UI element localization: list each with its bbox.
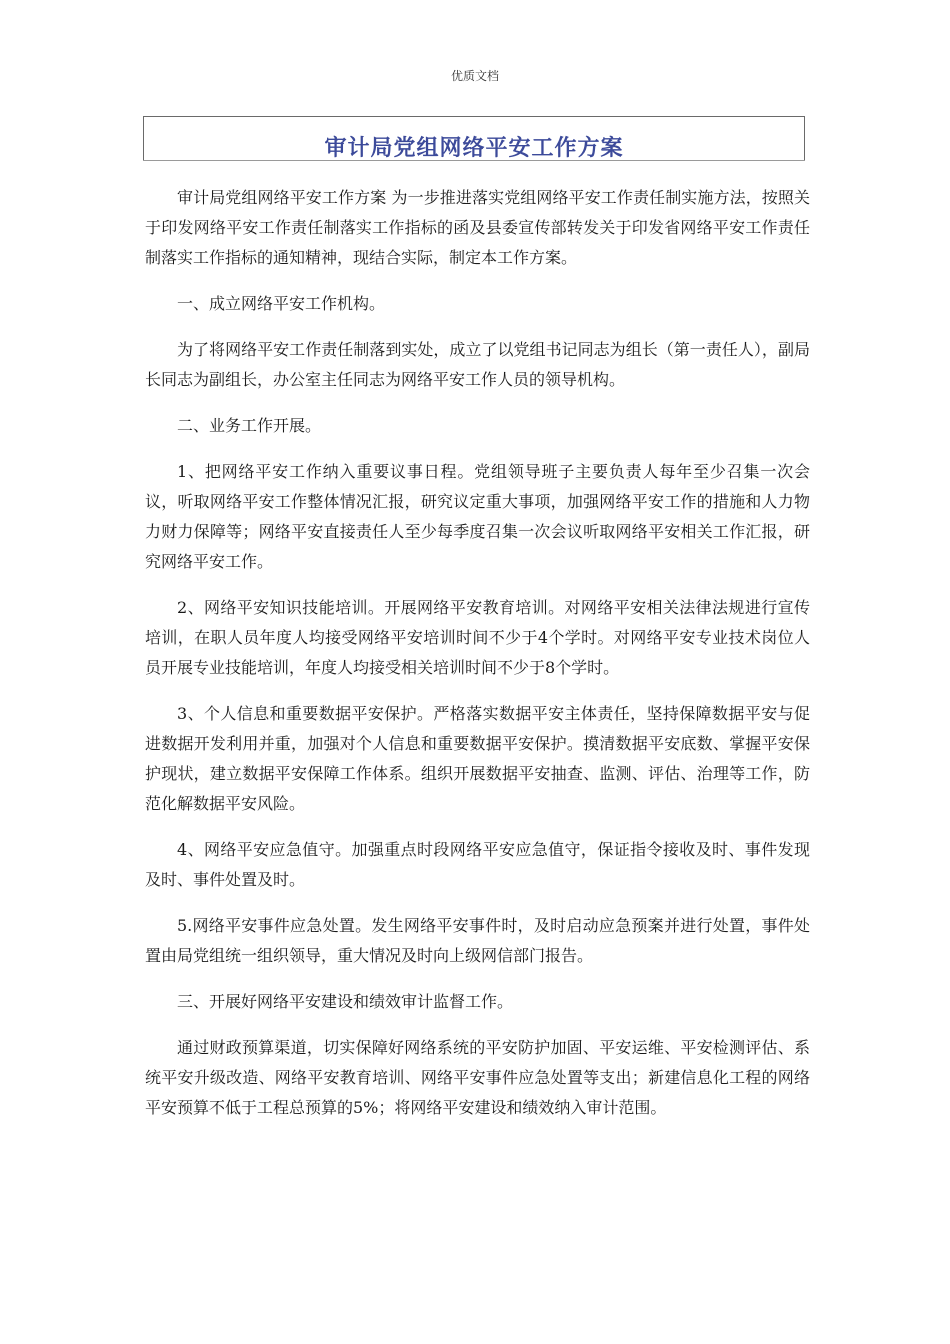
intro-paragraph: 审计局党组网络平安工作方案 为一步推进落实党组网络平安工作责任制实施方法，按照关于印发网络平安工作责任制落实工作指标的函及县委宣传部转发关于印发省网络平安工作责任制落实工作指标的通知精神，现结合实际，制定本工作方案。 <box>145 188 810 267</box>
item-1-paragraph: 1、把网络平安工作纳入重要议事日程。党组领导班子主要负责人每年至少召集一次会议，听取网络平安工作整体情况汇报，研究议定重大事项，加强网络平安工作的措施和人力物力财力保障等；网络平安直接责任人至少每季度召集一次会议听取网络平安相关工作汇报，研究网络平安工作。 <box>145 462 810 571</box>
item-2-paragraph: 2、网络平安知识技能培训。开展网络平安教育培训。对网络平安相关法律法规进行宣传培训，在职人员年度人均接受网络平安培训时间不少于4个学时。对网络平安专业技术岗位人员开展专业技能培训，年度人均接受相关培训时间不少于8个学时。 <box>145 598 810 677</box>
document-body <box>145 183 810 1139</box>
section-1-heading: 一、成立网络平安工作机构。 <box>177 294 386 313</box>
document-title: 审计局党组网络平安工作方案 <box>324 136 624 161</box>
item-3-paragraph: 3、个人信息和重要数据平安保护。严格落实数据平安主体责任，坚持保障数据平安与促进数据开发利用并重，加强对个人信息和重要数据平安保护。摸清数据平安底数、掌握平安保护现状，建立数据平安保障工作体系。组织开展数据平安抽查、监测、评估、治理等工作，防范化解数据平安风险。 <box>145 704 810 813</box>
page-header-label: 优质文档 <box>450 69 499 83</box>
section-1-paragraph: 为了将网络平安工作责任制落到实处，成立了以党组书记同志为组长（第一责任人），副局长同志为副组长，办公室主任同志为网络平安工作人员的领导机构。 <box>145 340 810 389</box>
section-3-paragraph: 通过财政预算渠道，切实保障好网络系统的平安防护加固、平安运维、平安检测评估、系统平安升级改造、网络平安教育培训、网络平安事件应急处置等支出；新建信息化工程的网络平安预算不低于工程总预算的5%；将网络平安建设和绩效纳入审计范围。 <box>145 1038 810 1117</box>
section-2-heading: 二、业务工作开展。 <box>177 416 322 435</box>
section-3-heading: 三、开展好网络平安建设和绩效审计监督工作。 <box>177 992 514 1011</box>
item-4-paragraph: 4、网络平安应急值守。加强重点时段网络平安应急值守，保证指令接收及时、事件发现及时、事件处置及时。 <box>145 840 810 889</box>
item-5-paragraph: 5.网络平安事件应急处置。发生网络平安事件时，及时启动应急预案并进行处置，事件处置由局党组统一组织领导，重大情况及时向上级网信部门报告。 <box>145 916 810 965</box>
